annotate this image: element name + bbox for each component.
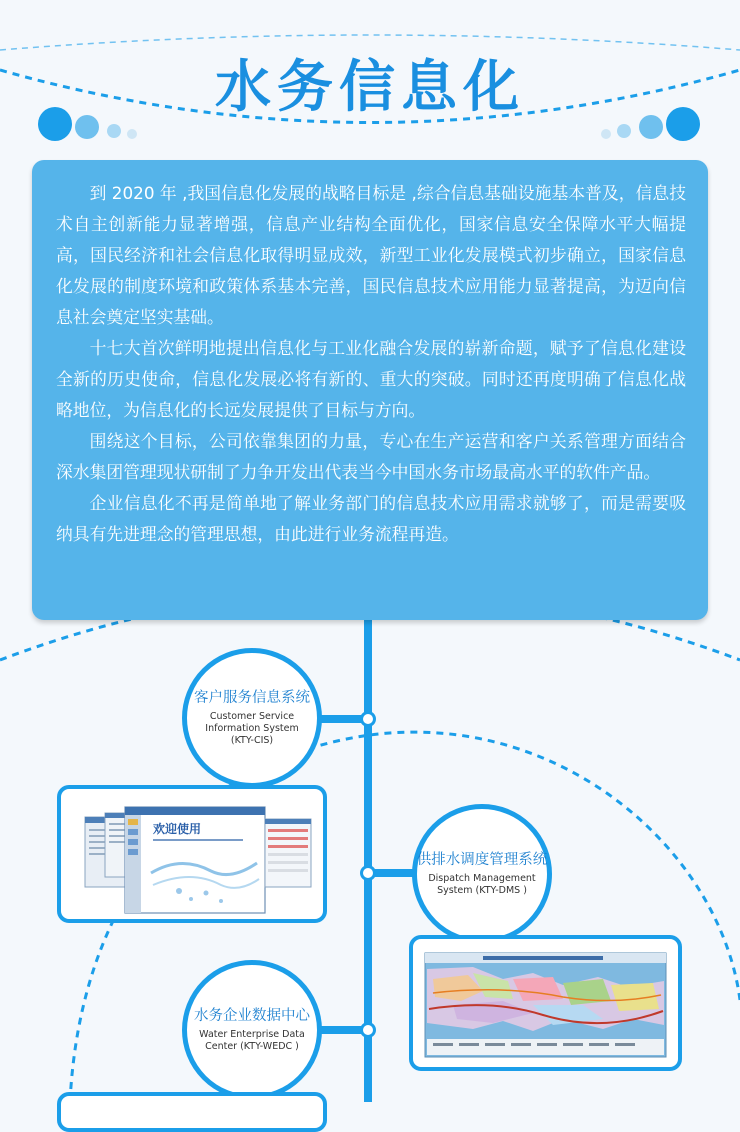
- timeline-node: [360, 865, 376, 881]
- system-cis-name-en: Customer Service Information System (KTY-CIS): [205, 711, 299, 746]
- system-wedc-name-en: Water Enterprise Data Center (KTY-WEDC ): [199, 1029, 305, 1052]
- system-dms: [412, 804, 552, 944]
- page-title: 水务信息化: [215, 55, 525, 120]
- system-dms-name-cn: 供排水调度管理系统: [416, 852, 548, 868]
- cis-welcome-title: 欢迎使用: [153, 822, 202, 836]
- intro-text: [56, 178, 686, 550]
- timeline-node: [360, 1022, 376, 1038]
- system-wedc-name-cn: 水务企业数据中心: [194, 1008, 310, 1024]
- intro-panel: [32, 160, 708, 620]
- intro-paragraph: 十七大首次鲜明地提出信息化与工业化融合发展的崭新命题，赋予了信息化建设全新的历史使命，信息化发展必将有新的、重大的突破。同时还再度明确了信息化战略地位，为信息化的长远发展提供了目标与方向。: [56, 338, 686, 420]
- wedc-screenshot: [57, 1092, 327, 1132]
- timeline-node: [360, 711, 376, 727]
- system-wedc: [182, 960, 322, 1100]
- system-cis: [182, 648, 322, 788]
- intro-paragraph: 到 2020 年 ,我国信息化发展的战略目标是 ,综合信息基础设施基本普及，信息技术自主创新能力显著增强，信息产业结构全面优化，国家信息安全保障水平大幅提高，国民经济和社会信息化取得明显成效，新型工业化发展模式初步确立，国家信息化发展的制度环境和政策体系基本完善，国民信息技术应用能力显著提高，为迈向信息社会奠定坚实基础。: [56, 183, 686, 327]
- intro-paragraph: 企业信息化不再是简单地了解业务部门的信息技术应用需求就够了，而是需要吸纳具有先进理念的管理思想，由此进行业务流程再造。: [56, 493, 686, 544]
- cis-screenshot: [57, 785, 327, 923]
- intro-paragraph: 围绕这个目标，公司依靠集团的力量，专心在生产运营和客户关系管理方面结合深水集团管理现状研制了力争开发出代表当今中国水务市场最高水平的软件产品。: [56, 431, 686, 482]
- system-cis-name-cn: 客户服务信息系统: [194, 690, 310, 706]
- cis-screenshot-image: [61, 789, 323, 919]
- dms-screenshot: [409, 935, 682, 1071]
- system-dms-name-en: Dispatch Management System (KTY-DMS ): [428, 873, 536, 896]
- dms-screenshot-image: [413, 939, 678, 1067]
